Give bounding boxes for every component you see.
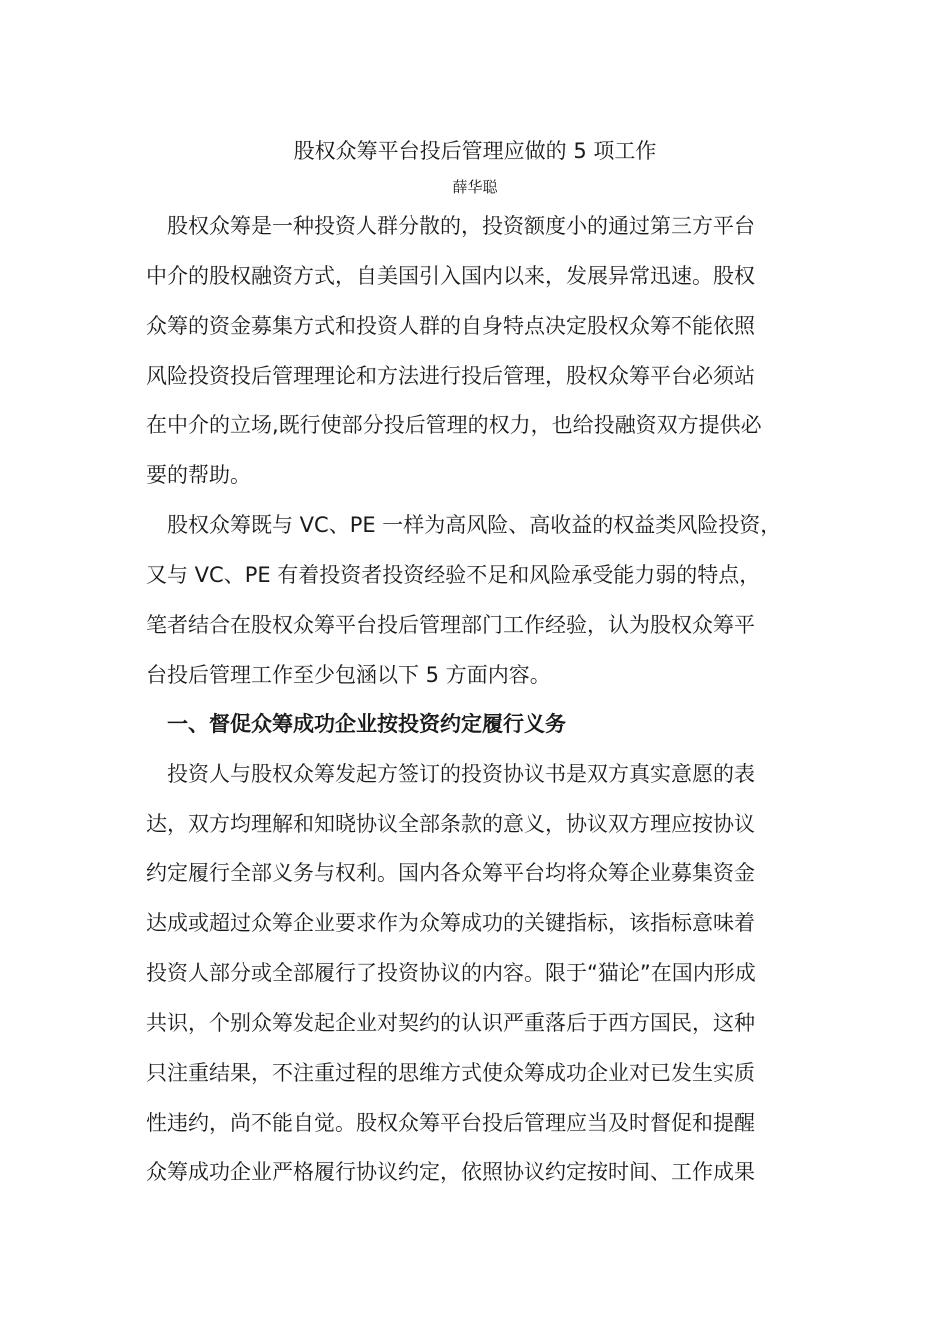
paragraph-3-line: 投资人与股权众筹发起方签订的投资协议书是双方真实意愿的表 (146, 762, 755, 786)
paragraph-2-line: 又与 VC、PE 有着投资者投资经验不足和风险承受能力弱的特点， (146, 563, 761, 587)
paragraph-1-line: 众筹的资金募集方式和投资人群的自身特点决定股权众筹不能依照 (146, 314, 755, 338)
paragraph-3-line: 约定履行全部义务与权利。国内各众筹平台均将众筹企业募集资金 (146, 861, 755, 885)
paragraph-2-line: 台投后管理工作至少包涵以下 5 方面内容。 (146, 663, 551, 687)
paragraph-3-line: 性违约，尚不能自觉。股权众筹平台投后管理应当及时督促和提醒 (146, 1111, 755, 1135)
paragraph-1-line: 在中介的立场,既行使部分投后管理的权力，也给投融资双方提供必 (146, 413, 762, 437)
paragraph-3-line: 达成或超过众筹企业要求作为众筹成功的关键指标，该指标意味着 (146, 911, 755, 935)
paragraph-3-line: 投资人部分或全部履行了投资协议的内容。限于“猫论”在国内形成 (146, 961, 756, 985)
paragraph-1-line: 股权众筹是一种投资人群分散的，投资额度小的通过第三方平台 (146, 214, 755, 238)
paragraph-1-line: 风险投资投后管理理论和方法进行投后管理，股权众筹平台必须站 (146, 364, 755, 388)
section-1-heading: 一、督促众筹成功企业按投资约定履行义务 (146, 712, 566, 736)
paragraph-2-line: 股权众筹既与 VC、PE 一样为高风险、高收益的权益类风险投资， (146, 513, 782, 537)
paragraph-2-line: 笔者结合在股权众筹平台投后管理部门工作经验，认为股权众筹平 (146, 613, 755, 637)
document-title: 股权众筹平台投后管理应做的 5 项工作 (293, 139, 657, 163)
paragraph-3-line: 共识，个别众筹发起企业对契约的认识严重落后于西方国民，这种 (146, 1011, 755, 1035)
paragraph-3-line: 达，双方均理解和知晓协议全部条款的意义，协议双方理应按协议 (146, 812, 755, 836)
document-author: 薛华聪 (452, 178, 498, 196)
paragraph-1-line: 要的帮助。 (146, 463, 251, 487)
paragraph-3-line: 只注重结果，不注重过程的思维方式使众筹成功企业对已发生实质 (146, 1061, 755, 1085)
paragraph-3-line: 众筹成功企业严格履行协议约定，依照协议约定按时间、工作成果 (146, 1160, 755, 1184)
paragraph-1-line: 中介的股权融资方式，自美国引入国内以来，发展异常迅速。股权 (146, 264, 755, 288)
